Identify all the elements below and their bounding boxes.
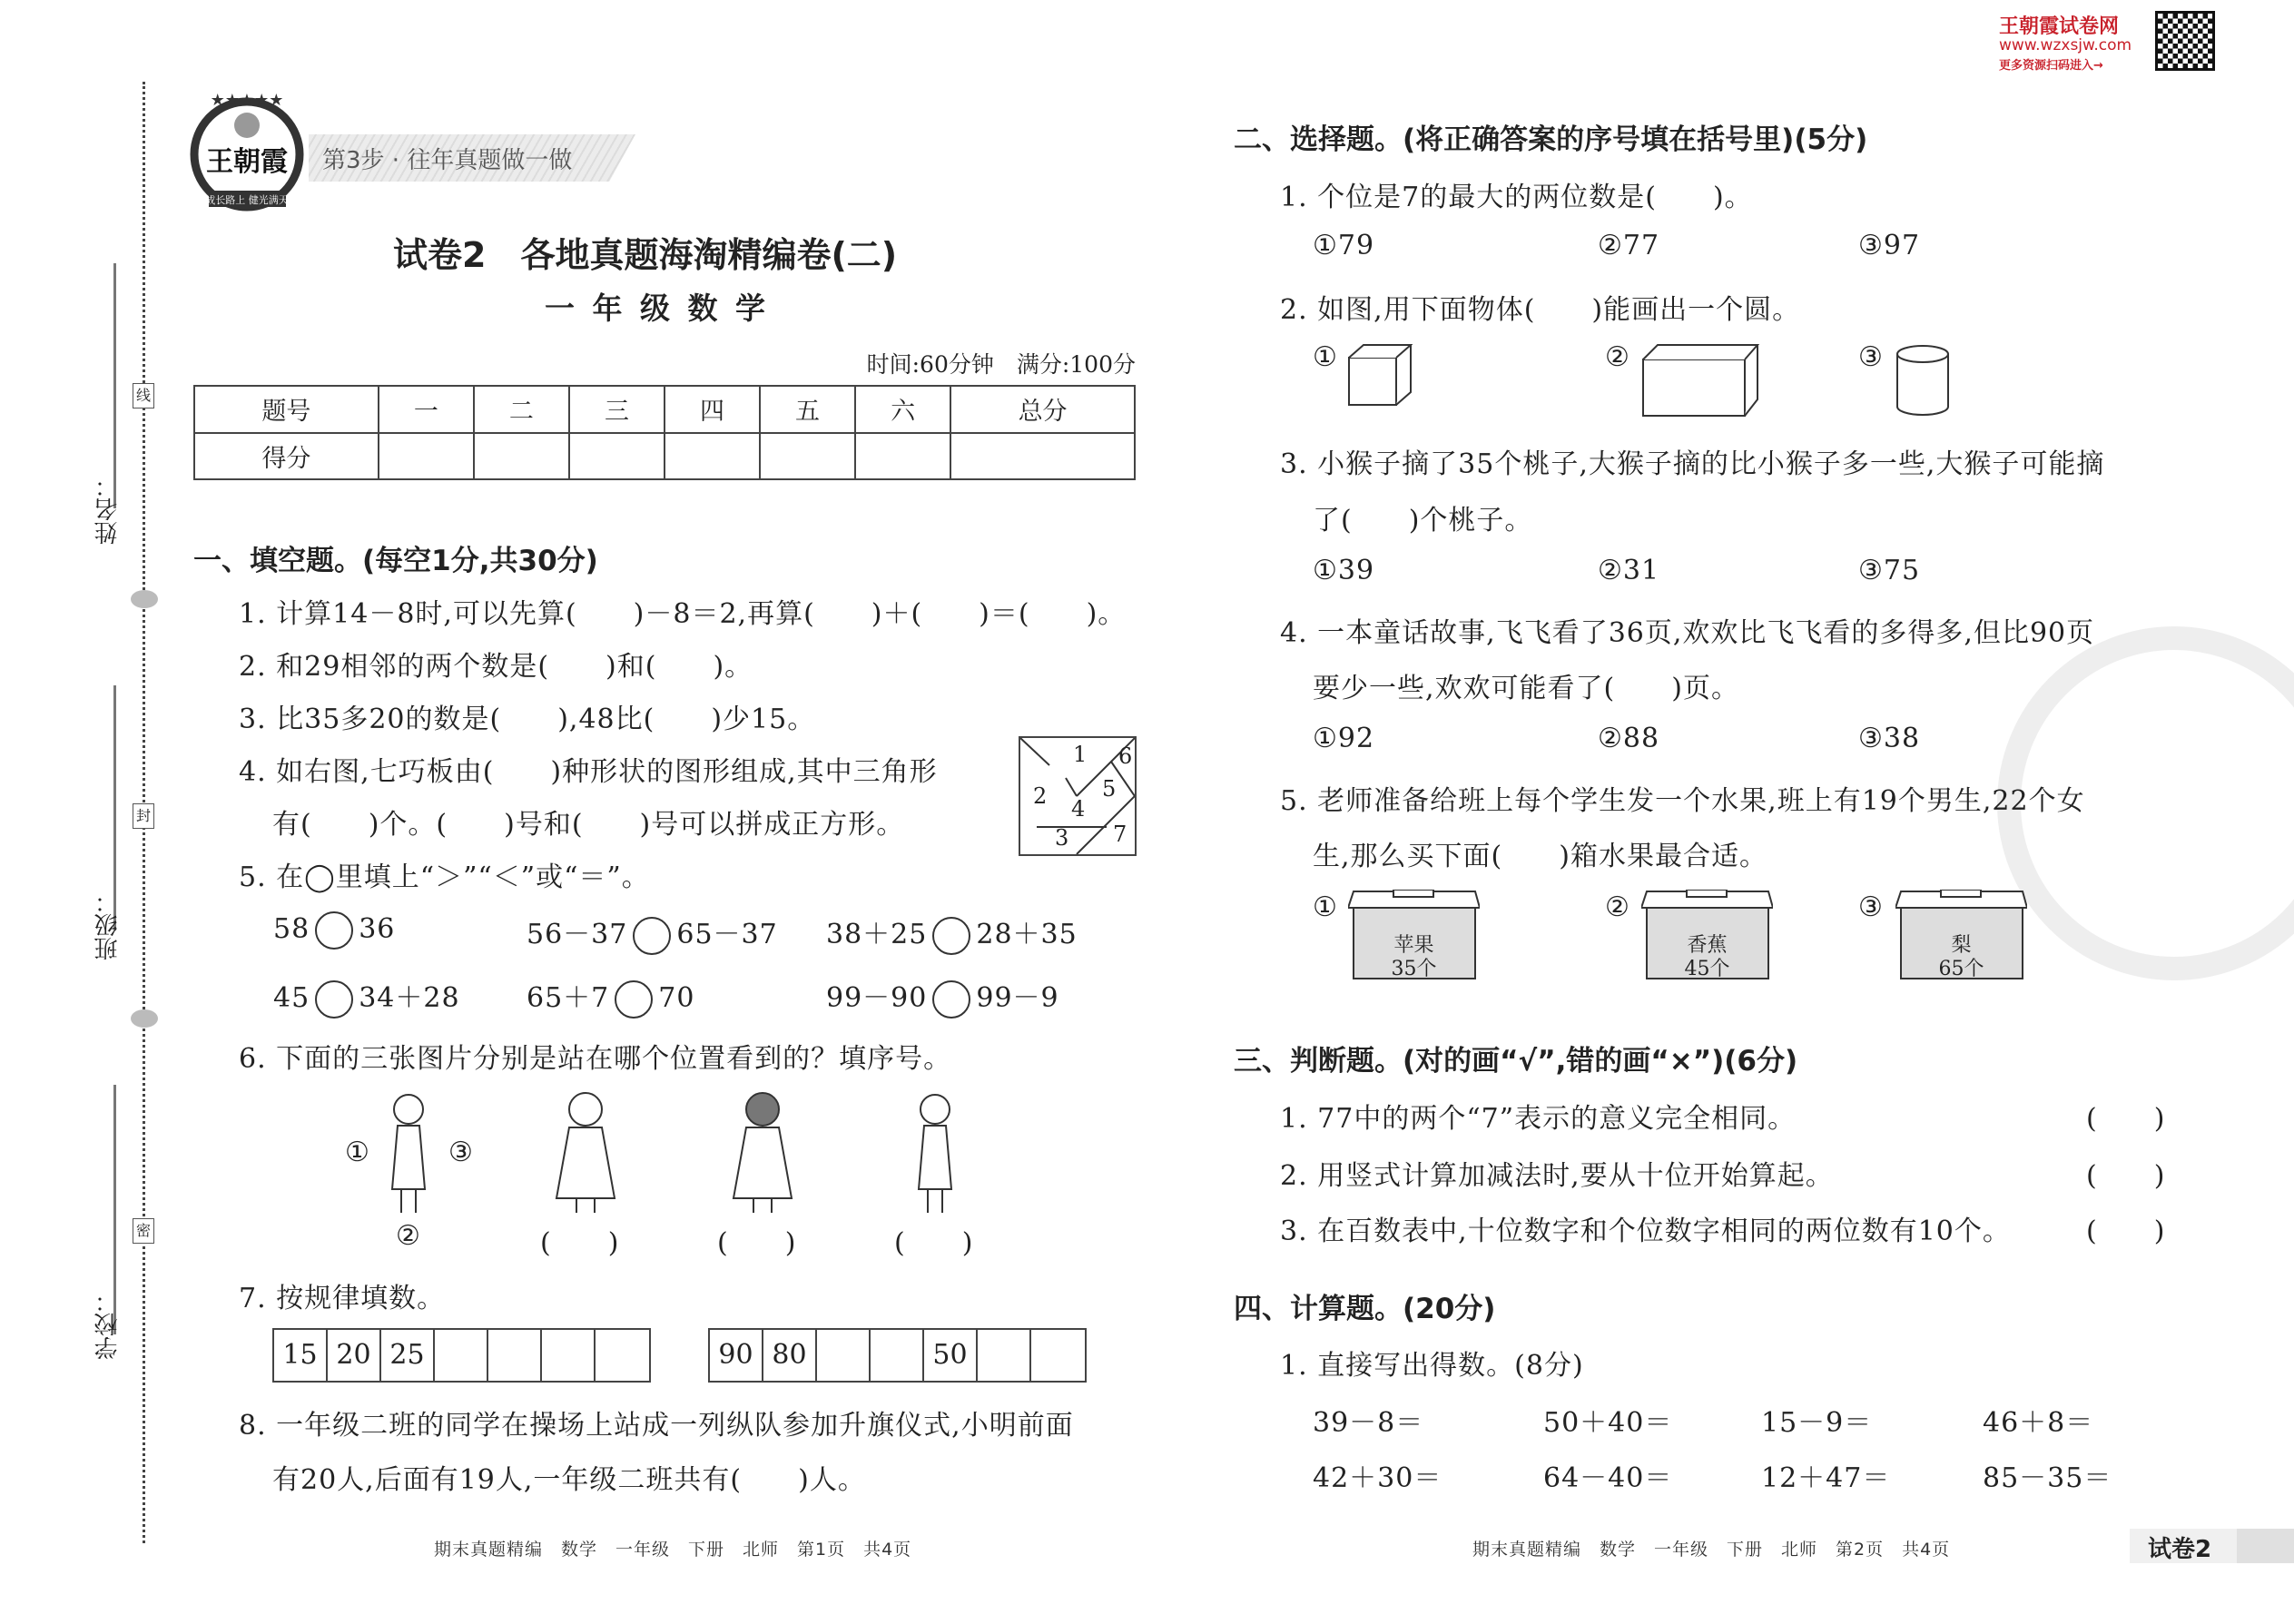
tangram-label: 2 [1033, 783, 1048, 809]
score-header-cell: 二 [474, 386, 569, 433]
seal-mi: 密 [133, 1218, 154, 1244]
calc-item: 50＋40＝ [1543, 1407, 1673, 1439]
compare-left: 58 [273, 913, 310, 945]
score-header-cell: 四 [665, 386, 760, 433]
s1-q2: 2. 和29相邻的两个数是( )和( )。 [239, 651, 753, 683]
option: ② [1605, 341, 1630, 373]
score-cell[interactable] [379, 433, 474, 480]
site-url[interactable]: www.wzxsjw.com [1999, 36, 2132, 54]
s2-q3a: 3. 小猴子摘了35个桃子,大猴子摘的比小猴子多一些,大猴子可能摘 [1280, 448, 2105, 480]
sequence-cell-input[interactable] [978, 1330, 1031, 1381]
position-label: ② [396, 1220, 421, 1252]
s2-q4b: 要少一些,欢欢可能看了( )页。 [1313, 673, 1739, 704]
s1-q3: 3. 比35多20的数是( ),48比( )少15。 [239, 704, 816, 735]
compare-item [273, 911, 395, 950]
compare-right: 34＋28 [359, 982, 460, 1014]
tangram-label: 4 [1071, 796, 1086, 822]
site-hint: 更多资源扫码进入→ [1999, 59, 2103, 73]
score-header-cell: 三 [569, 386, 665, 433]
binding-hole-icon [131, 590, 158, 608]
s2-q4a: 4. 一本童话故事,飞飞看了36页,欢欢比飞飞看的多得多,但比90页 [1280, 617, 2095, 649]
score-header-cell: 五 [760, 386, 855, 433]
answer-blank[interactable]: ( ) [717, 1227, 797, 1259]
compare-left: 38＋25 [826, 919, 928, 950]
option: ②77 [1598, 230, 1660, 261]
girl-figure-icon [908, 1089, 962, 1216]
option: ③75 [1858, 555, 1921, 586]
s1-q4a: 4. 如右图,七巧板由( )种形状的图形组成,其中三角形 [239, 756, 938, 788]
score-cell[interactable] [665, 433, 760, 480]
page-subtitle: 一 年 级 数 学 [545, 290, 769, 326]
score-header-cell: 总分 [950, 386, 1135, 433]
compare-right: 99－9 [976, 982, 1059, 1014]
compare-circle-input[interactable] [315, 980, 353, 1019]
tangram-label: 5 [1102, 776, 1117, 802]
compare-right: 70 [658, 982, 695, 1014]
footer-left: 期末真题精编 数学 一年级 下册 北师 第1页 共4页 [434, 1540, 912, 1560]
name-underline[interactable] [113, 263, 116, 508]
class-label: 班级： [94, 890, 122, 960]
s1-q4b: 有( )个。( )号和( )号可以拼成正方形。 [272, 809, 905, 841]
score-table-header-row [194, 386, 1135, 433]
tangram-label: 3 [1055, 825, 1069, 851]
fruit-box-banana [1641, 890, 1773, 980]
score-table [193, 385, 1136, 480]
sequence-2 [708, 1328, 1087, 1383]
option: ② [1605, 891, 1630, 923]
fruit-name: 苹果 [1393, 934, 1434, 957]
sequence-cell: 20 [328, 1330, 381, 1381]
sequence-cell-input[interactable] [435, 1330, 488, 1381]
compare-item [826, 911, 1078, 955]
position-label: ① [345, 1137, 370, 1168]
name-label: 姓名： [94, 474, 122, 545]
cube-icon [1347, 343, 1413, 407]
answer-blank[interactable]: ( ) [894, 1227, 974, 1259]
score-cell[interactable] [950, 433, 1135, 480]
compare-item [527, 911, 778, 955]
seal-feng: 封 [133, 803, 154, 829]
s1-q8a: 8. 一年级二班的同学在操场上站成一列纵队参加升旗仪式,小明前面 [239, 1410, 1074, 1442]
sequence-cell-input[interactable] [542, 1330, 596, 1381]
compare-circle-input[interactable] [633, 917, 671, 955]
compare-left: 99－90 [826, 982, 928, 1014]
sequence-cell: 80 [763, 1330, 817, 1381]
option: ②88 [1598, 723, 1660, 754]
option: ③ [1858, 341, 1884, 373]
fruit-count: 35个 [1391, 958, 1437, 980]
section4-title: 四、计算题。(20分) [1234, 1293, 1496, 1325]
sequence-cell: 90 [710, 1330, 763, 1381]
girl-figure-icon [726, 1089, 799, 1216]
score-row-label: 得分 [194, 433, 379, 480]
page-title: 试卷2 各地真题海淘精编卷(二) [393, 235, 898, 275]
compare-circle-input[interactable] [932, 917, 970, 955]
s2-q5a: 5. 老师准备给班上每个学生发一个水果,班上有19个男生,22个女 [1280, 785, 2085, 817]
score-cell[interactable] [855, 433, 950, 480]
cylinder-icon [1895, 343, 1950, 418]
brand-logo [186, 91, 309, 218]
score-cell[interactable] [569, 433, 665, 480]
score-table-row [194, 433, 1135, 480]
compare-circle-input[interactable] [615, 980, 653, 1019]
fruit-count: 65个 [1938, 958, 1984, 980]
step-label: 第3步 · 往年真题做一做 [322, 147, 573, 174]
option: ③ [1858, 891, 1884, 923]
compare-circle-input[interactable] [932, 980, 970, 1019]
judge-item: 3. 在百数表中,十位数字和个位数字相同的两位数有10个。 [1280, 1216, 2011, 1247]
tangram-label: 6 [1118, 743, 1133, 769]
sequence-cell-input[interactable] [871, 1330, 924, 1381]
fruit-name: 香蕉 [1687, 934, 1728, 957]
option: ① [1313, 891, 1338, 923]
calc-item: 39－8＝ [1313, 1407, 1424, 1439]
s1-q1: 1. 计算14－8时,可以先算( )－8＝2,再算( )＋( )＝( )。 [239, 598, 1127, 630]
calc-item: 12＋47＝ [1761, 1462, 1891, 1494]
compare-item [273, 975, 460, 1019]
sequence-cell-input[interactable] [817, 1330, 871, 1381]
sequence-cell-input[interactable] [488, 1330, 542, 1381]
paper-tab-label: 试卷2 [2148, 1536, 2212, 1563]
s4-q1: 1. 直接写出得数。(8分) [1280, 1350, 1584, 1382]
option: ①79 [1313, 230, 1375, 261]
tangram-label: 7 [1113, 822, 1127, 847]
compare-right: 65－37 [676, 919, 778, 950]
judge-blank[interactable]: ( ) [2086, 1216, 2166, 1247]
sequence-cell: 25 [381, 1330, 435, 1381]
s2-q1: 1. 个位是7的最大的两位数是( )。 [1280, 182, 1753, 213]
fruit-box-pear [1895, 890, 2027, 980]
judge-item: 1. 77中的两个“7”表示的意义完全相同。 [1280, 1103, 1797, 1135]
score-header-cell: 一 [379, 386, 474, 433]
calc-item: 42＋30＝ [1313, 1462, 1442, 1494]
option: ③97 [1858, 230, 1921, 261]
tangram-label: 1 [1073, 742, 1088, 767]
qr-code-icon[interactable] [2155, 11, 2215, 71]
girl-figure-icon [381, 1089, 436, 1216]
svg-text:成长路上 健光满天: 成长路上 健光满天 [205, 194, 289, 206]
judge-blank[interactable]: ( ) [2086, 1160, 2166, 1192]
sequence-cell-input[interactable] [596, 1330, 649, 1381]
score-cell[interactable] [760, 433, 855, 480]
answer-blank[interactable]: ( ) [540, 1227, 620, 1259]
s1-q8b: 有20人,后面有19人,一年级二班共有( )人。 [272, 1464, 866, 1496]
fruit-box-apple [1348, 890, 1480, 980]
score-cell[interactable] [474, 433, 569, 480]
time-info: 时间:60分钟 满分:100分 [866, 351, 1136, 378]
section2-title: 二、选择题。(将正确答案的序号填在括号里)(5分) [1234, 123, 1868, 156]
sequence-cell: 50 [924, 1330, 978, 1381]
score-header-cell: 题号 [194, 386, 379, 433]
school-label: 学校： [94, 1289, 122, 1360]
option: ①39 [1313, 555, 1375, 586]
option: ①92 [1313, 723, 1375, 754]
compare-right: 36 [359, 913, 396, 945]
s1-q7: 7. 按规律填数。 [239, 1283, 446, 1314]
cuboid-icon [1641, 343, 1759, 418]
sequence-cell: 15 [274, 1330, 328, 1381]
s2-q2: 2. 如图,用下面物体( )能画出一个圆。 [1280, 294, 1801, 326]
compare-right: 28＋35 [976, 919, 1078, 950]
tangram-figure [1019, 736, 1137, 856]
s1-q5: 5. 在◯里填上“＞”“＜”或“＝”。 [239, 861, 650, 893]
sequence-cell-input[interactable] [1031, 1330, 1085, 1381]
option: ③38 [1858, 723, 1921, 754]
compare-circle-input[interactable] [315, 911, 353, 950]
option: ① [1313, 341, 1338, 373]
s1-q6: 6. 下面的三张图片分别是站在哪个位置看到的？填序号。 [239, 1043, 952, 1075]
calc-item: 15－9＝ [1761, 1407, 1873, 1439]
judge-item: 2. 用竖式计算加减法时,要从十位开始算起。 [1280, 1160, 1834, 1192]
section3-title: 三、判断题。(对的画“√”,错的画“×”)(6分) [1234, 1045, 1798, 1078]
option: ②31 [1598, 555, 1660, 586]
compare-item [527, 975, 694, 1019]
compare-item [826, 975, 1059, 1019]
position-label: ③ [448, 1137, 474, 1168]
section1-title: 一、填空题。(每空1分,共30分) [193, 545, 598, 577]
judge-blank[interactable]: ( ) [2086, 1103, 2166, 1135]
s2-q5b: 生,那么买下面( )箱水果最合适。 [1313, 841, 1767, 872]
sequence-1 [272, 1328, 651, 1383]
footer-right: 期末真题精编 数学 一年级 下册 北师 第2页 共4页 [1472, 1540, 1951, 1560]
fruit-count: 45个 [1684, 958, 1730, 980]
score-header-cell: 六 [855, 386, 950, 433]
site-name: 王朝霞试卷网 [1999, 15, 2120, 38]
calc-item: 46＋8＝ [1983, 1407, 2094, 1439]
compare-left: 45 [273, 982, 310, 1014]
calc-item: 85－35＝ [1983, 1462, 2112, 1494]
binding-hole-icon [131, 1009, 158, 1028]
compare-left: 65＋7 [527, 982, 610, 1014]
compare-left: 56－37 [527, 919, 628, 950]
s2-q3b: 了( )个桃子。 [1313, 505, 1533, 536]
svg-text:王朝霞: 王朝霞 [206, 146, 288, 178]
seal-xian: 线 [133, 383, 154, 408]
calc-item: 64－40＝ [1543, 1462, 1673, 1494]
girl-figure-icon [549, 1089, 622, 1216]
fruit-name: 梨 [1951, 934, 1972, 957]
svg-text:★★★★★: ★★★★★ [210, 91, 284, 110]
